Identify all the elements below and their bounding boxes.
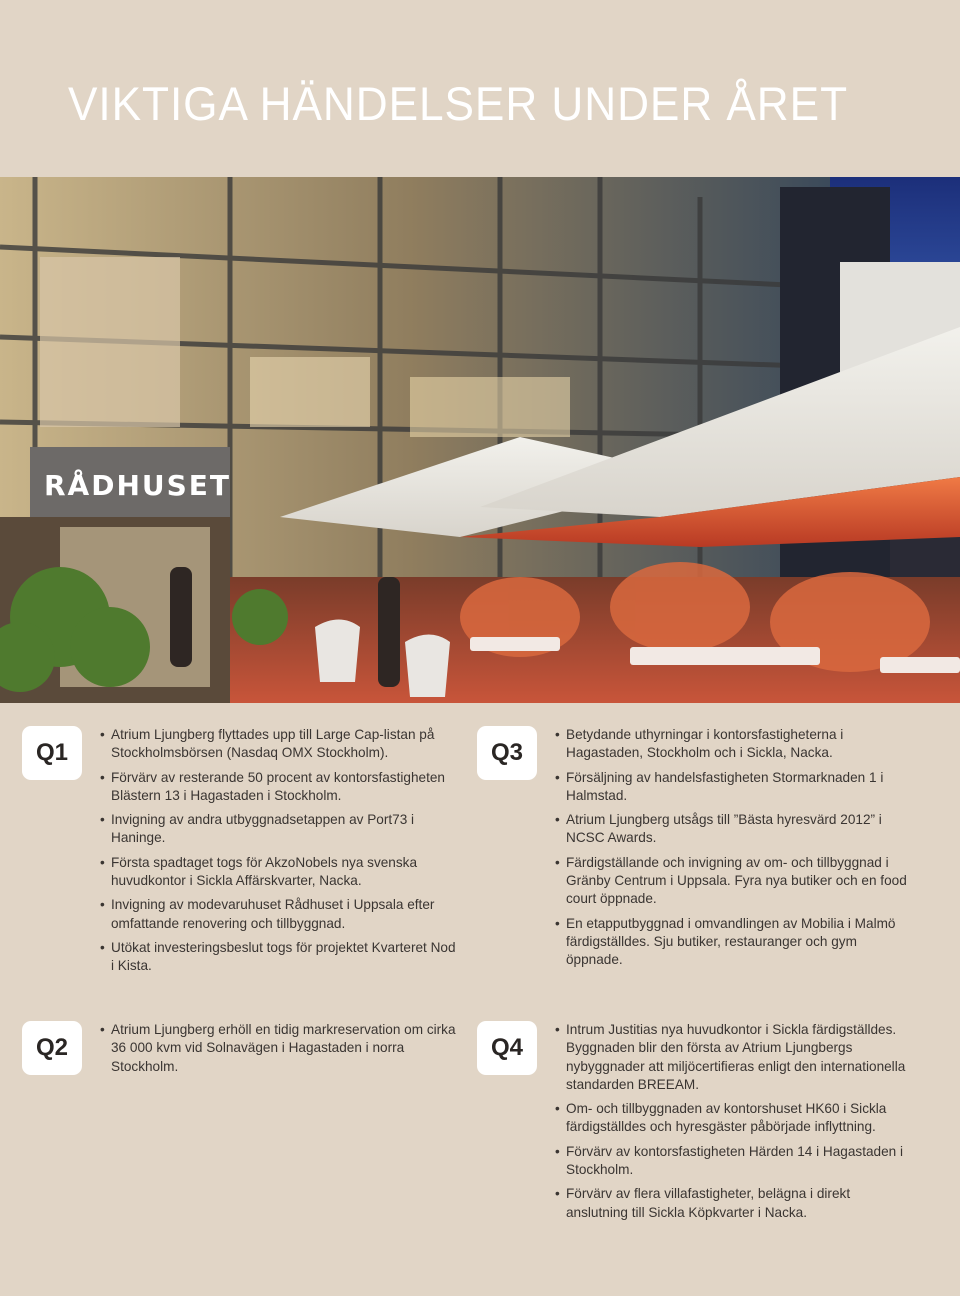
quarter-badge: Q4 <box>477 1021 537 1075</box>
event-item: • Utökat investeringsbeslut togs för projektet Kvarteret Nod i Kista. <box>100 939 460 976</box>
quarter-badge: Q2 <box>22 1021 82 1075</box>
event-item: • Atrium Ljungberg utsågs till ”Bästa hyresvärd 2012” i NCSC Awards. <box>555 811 915 848</box>
event-list <box>100 1021 460 1082</box>
event-item: • Atrium Ljungberg erhöll en tidig markreservation om cirka 36 000 kvm vid Solnavägen i Hagastaden i norra Stockholm. <box>100 1021 460 1076</box>
event-item: • Intrum Justitias nya huvudkontor i Sickla färdigställdes. Byggnaden blir den första av Atrium Ljungbergs nybyggnader att miljöcertifieras enligt den internationella standarden BREEAM. <box>555 1021 915 1094</box>
event-item: • Förvärv av kontorsfastigheten Härden 14 i Hagastaden i Stockholm. <box>555 1143 915 1180</box>
event-list <box>100 726 460 982</box>
event-item: • Första spadtaget togs för AkzoNobels nya svenska huvudkontor i Sickla Affärskvarter, Nacka. <box>100 854 460 891</box>
event-item: • Färdigställande och invigning av om- och tillbyggnad i Gränby Centrum i Uppsala. Fyra nya butiker och en food court öppnade. <box>555 854 915 909</box>
event-list <box>555 726 915 976</box>
event-item: • Invigning av modevaruhuset Rådhuset i Uppsala efter omfattande renovering och tillbyggnad. <box>100 896 460 933</box>
event-list <box>555 1021 915 1228</box>
quarter-badge: Q1 <box>22 726 82 780</box>
event-item: • Invigning av andra utbyggnadsetappen av Port73 i Haninge. <box>100 811 460 848</box>
quarter-badge: Q3 <box>477 726 537 780</box>
event-item: • Atrium Ljungberg flyttades upp till Large Cap-listan på Stockholmsbörsen (Nasdaq OMX Stockholm). <box>100 726 460 763</box>
page-title: VIKTIGA HÄNDELSER UNDER ÅRET <box>68 77 848 130</box>
hero-photo <box>0 177 960 703</box>
event-item: • En etapputbyggnad i omvandlingen av Mobilia i Malmö färdigställdes. Sju butiker, restauranger och gym öppnade. <box>555 915 915 970</box>
event-item: • Förvärv av resterande 50 procent av kontorsfastigheten Blästern 13 i Hagastaden i Stockholm. <box>100 769 460 806</box>
event-item: • Försäljning av handelsfastigheten Stormarknaden 1 i Halmstad. <box>555 769 915 806</box>
photo-sign-text: RÅDHUSET <box>44 469 232 502</box>
event-item: • Om- och tillbyggnaden av kontorshuset HK60 i Sickla färdigställdes och hyresgäster påbörjade inflyttning. <box>555 1100 915 1137</box>
event-item: • Betydande uthyrningar i kontorsfastigheterna i Hagastaden, Stockholm och i Sickla, Nacka. <box>555 726 915 763</box>
event-item: • Förvärv av flera villafastigheter, belägna i direkt anslutning till Sickla Köpkvarter i Nacka. <box>555 1185 915 1222</box>
